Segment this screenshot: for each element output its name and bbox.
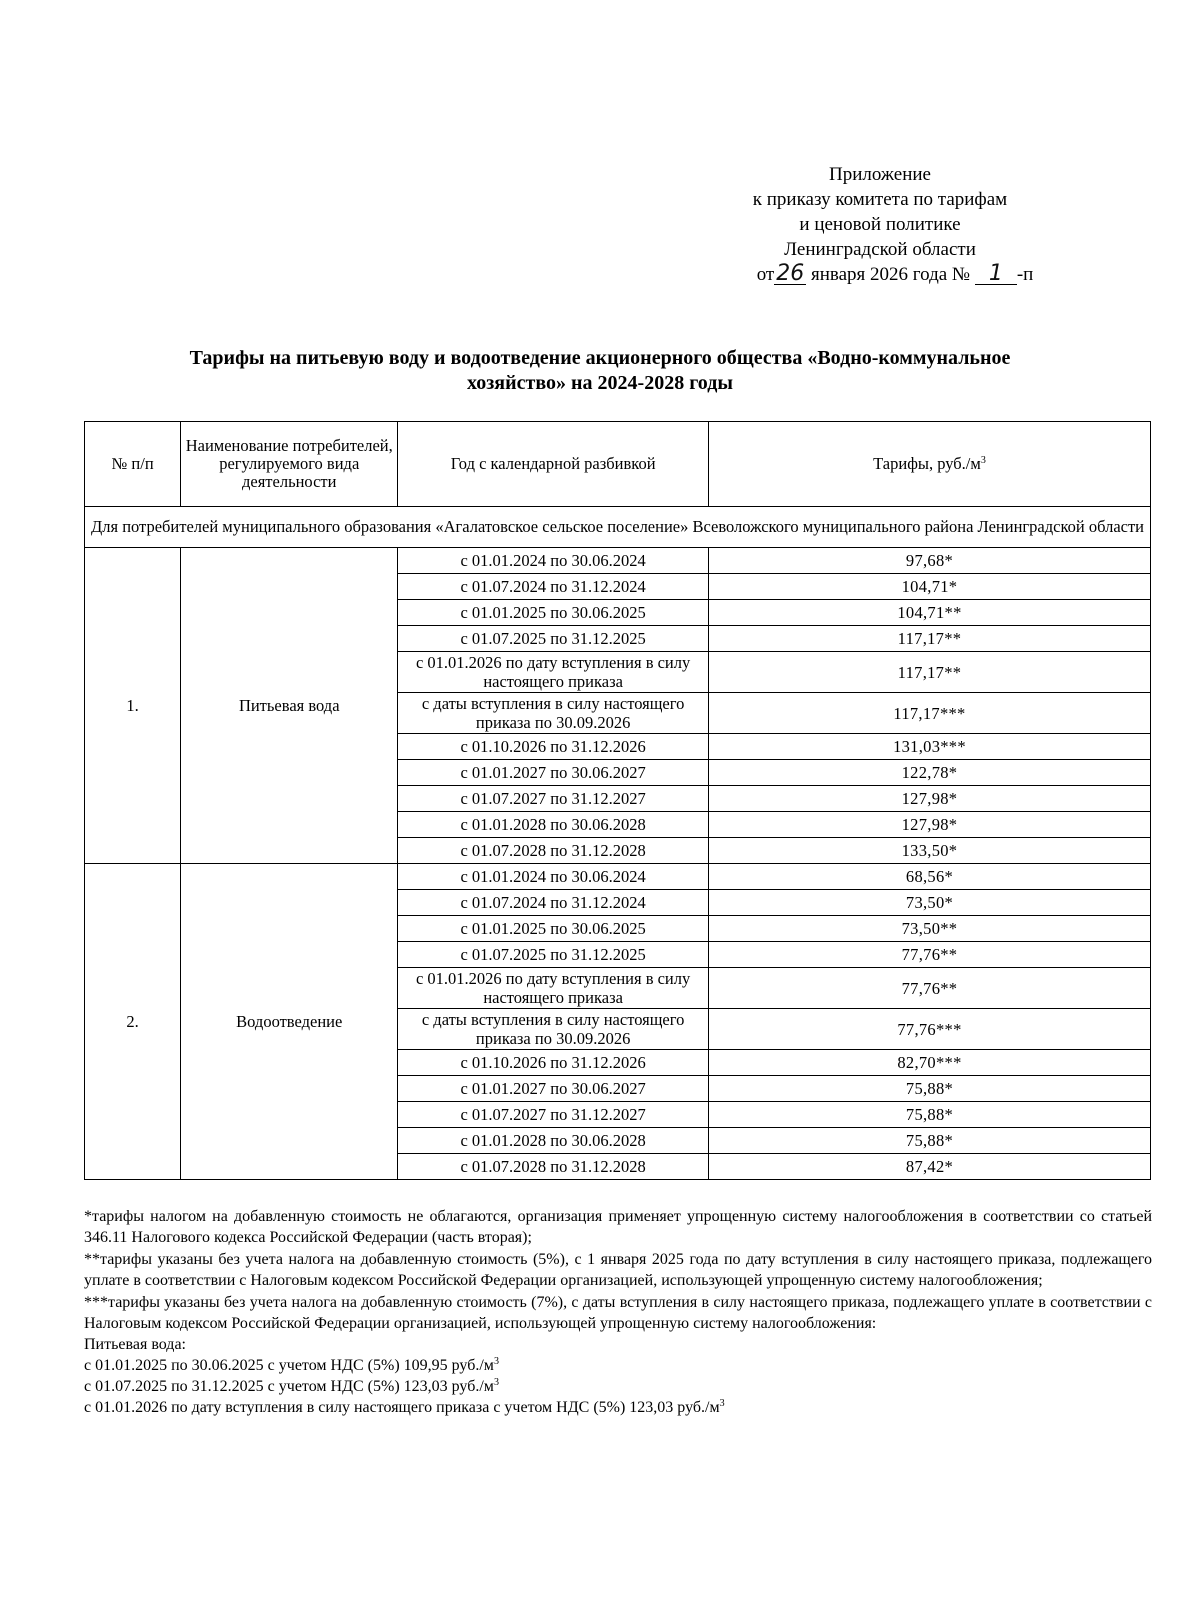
period-cell: с 01.01.2027 по 30.06.2027 xyxy=(398,1076,709,1102)
tariff-cell: 82,70*** xyxy=(708,1050,1150,1076)
period-cell: с 01.01.2028 по 30.06.2028 xyxy=(398,812,709,838)
period-cell: с 01.01.2025 по 30.06.2025 xyxy=(398,916,709,942)
appendix-header xyxy=(680,162,1080,287)
vat-line-1 xyxy=(84,1355,1152,1376)
section-name: Питьевая вода xyxy=(181,548,398,864)
tariff-table xyxy=(84,421,1151,1180)
vat-line-1-sup: 3 xyxy=(493,1356,499,1367)
tariff-cell: 117,17** xyxy=(708,652,1150,693)
section-name: Водоотведение xyxy=(181,864,398,1180)
period-cell: с 01.01.2026 по дату вступления в силу настоящего приказа xyxy=(398,968,709,1009)
handwritten-day: 26 xyxy=(776,261,805,286)
header-period: Год с календарной разбивкой xyxy=(398,422,709,507)
header-consumer: Наименование потребителей, регулируемого вида деятельности xyxy=(181,422,398,507)
group-label: Для потребителей муниципального образования «Агалатовское сельское поселение» Всеволожского муниципального района Ленинградской области xyxy=(85,507,1151,548)
period-cell: с 01.10.2026 по 31.12.2026 xyxy=(398,1050,709,1076)
period-cell: с 01.07.2025 по 31.12.2025 xyxy=(398,942,709,968)
period-cell: с 01.01.2028 по 30.06.2028 xyxy=(398,1128,709,1154)
period-cell: с 01.01.2024 по 30.06.2024 xyxy=(398,864,709,890)
tariff-cell: 97,68* xyxy=(708,548,1150,574)
vat-line-2-sup: 3 xyxy=(493,1377,499,1388)
tariff-cell: 75,88* xyxy=(708,1128,1150,1154)
tariff-cell: 77,76** xyxy=(708,968,1150,1009)
header-number: № п/п xyxy=(85,422,181,507)
tariff-cell: 133,50* xyxy=(708,838,1150,864)
period-cell: с 01.07.2024 по 31.12.2024 xyxy=(398,574,709,600)
vat-line-3-sup: 3 xyxy=(719,1398,725,1409)
period-cell: с даты вступления в силу настоящего приказа по 30.09.2026 xyxy=(398,1009,709,1050)
period-cell: с 01.07.2024 по 31.12.2024 xyxy=(398,890,709,916)
period-cell: с даты вступления в силу настоящего приказа по 30.09.2026 xyxy=(398,693,709,734)
tariff-cell: 104,71** xyxy=(708,600,1150,626)
tariff-cell: 73,50** xyxy=(708,916,1150,942)
period-cell: с 01.01.2025 по 30.06.2025 xyxy=(398,600,709,626)
table-row xyxy=(85,864,1151,890)
header-tariff xyxy=(708,422,1150,507)
footnote-3: ***тарифы указаны без учета налога на добавленную стоимость (7%), с даты вступления в силу настоящего приказа, подлежащего уплате в соответствии с Налоговым кодексом Российской Федерации организацией, использующей упрощенную систему налогообложения: xyxy=(84,1294,1152,1332)
period-cell: с 01.10.2026 по 31.12.2026 xyxy=(398,734,709,760)
tariff-cell: 104,71* xyxy=(708,574,1150,600)
header-tariff-sup: 3 xyxy=(980,455,986,466)
water-label: Питьевая вода: xyxy=(84,1336,186,1353)
committee-line: и ценовой политике xyxy=(799,214,961,235)
vat-line-2 xyxy=(84,1376,1152,1397)
period-cell: с 01.07.2025 по 31.12.2025 xyxy=(398,626,709,652)
table-row xyxy=(85,548,1151,574)
period-cell: с 01.01.2027 по 30.06.2027 xyxy=(398,760,709,786)
tariff-cell: 75,88* xyxy=(708,1076,1150,1102)
tariff-cell: 127,98* xyxy=(708,812,1150,838)
tariff-cell: 87,42* xyxy=(708,1154,1150,1180)
table-header-row xyxy=(85,422,1151,507)
tariff-cell: 73,50* xyxy=(708,890,1150,916)
order-date-line xyxy=(680,262,1080,287)
group-row xyxy=(85,507,1151,548)
footnote-1: *тарифы налогом на добавленную стоимость не облагаются, организация применяет упрощенную систему налогообложения в соответствии со статьей 346.11 Налогового кодекса Российской Федерации (часть вторая); xyxy=(84,1208,1152,1246)
header-tariff-label: Тарифы, руб./м xyxy=(873,454,981,473)
date-prefix: от xyxy=(756,264,775,285)
tariff-cell: 122,78* xyxy=(708,760,1150,786)
period-cell: с 01.07.2027 по 31.12.2027 xyxy=(398,1102,709,1128)
section-number: 1. xyxy=(85,548,181,864)
title-line-1: Тарифы на питьевую воду и водоотведение акционерного общества «Водно-коммунальное xyxy=(189,347,1011,369)
vat-line-2-text: с 01.07.2025 по 31.12.2025 с учетом НДС (5%) 123,03 руб./м xyxy=(84,1378,494,1395)
tariff-cell: 117,17** xyxy=(708,626,1150,652)
tariff-cell: 77,76** xyxy=(708,942,1150,968)
tariff-cell: 75,88* xyxy=(708,1102,1150,1128)
tariff-cell: 77,76*** xyxy=(708,1009,1150,1050)
period-cell: с 01.01.2026 по дату вступления в силу настоящего приказа xyxy=(398,652,709,693)
order-reference-line: к приказу комитета по тарифам xyxy=(752,189,1008,210)
tariff-cell: 131,03*** xyxy=(708,734,1150,760)
period-cell: с 01.07.2028 по 31.12.2028 xyxy=(398,838,709,864)
period-cell: с 01.01.2024 по 30.06.2024 xyxy=(398,548,709,574)
title-line-2: хозяйство» на 2024-2028 годы xyxy=(467,372,733,394)
footnote-2: **тарифы указаны без учета налога на добавленную стоимость (5%), с 1 января 2025 года по дату вступления в силу настоящего приказа, подлежащего уплате в соответствии с Налоговым кодексом Российской Федерации организацией, использующей упрощенную систему налогообложения; xyxy=(84,1251,1152,1289)
order-suffix: -п xyxy=(1016,264,1034,285)
vat-line-3 xyxy=(84,1397,1152,1418)
document-title xyxy=(80,346,1120,396)
appendix-label: Приложение xyxy=(829,164,931,185)
period-cell: с 01.07.2028 по 31.12.2028 xyxy=(398,1154,709,1180)
vat-line-1-text: с 01.01.2025 по 30.06.2025 с учетом НДС (5%) 109,95 руб./м xyxy=(84,1357,494,1374)
handwritten-order-number: 1 xyxy=(975,264,1017,285)
tariff-cell: 127,98* xyxy=(708,786,1150,812)
footnotes xyxy=(84,1206,1152,1418)
vat-line-3-text: с 01.01.2026 по дату вступления в силу настоящего приказа с учетом НДС (5%) 123,03 руб./м xyxy=(84,1399,720,1416)
period-cell: с 01.07.2027 по 31.12.2027 xyxy=(398,786,709,812)
date-rest: января 2026 года № xyxy=(811,264,971,285)
tariff-cell: 117,17*** xyxy=(708,693,1150,734)
tariff-cell: 68,56* xyxy=(708,864,1150,890)
region-line: Ленинградской области xyxy=(784,239,976,260)
section-number: 2. xyxy=(85,864,181,1180)
